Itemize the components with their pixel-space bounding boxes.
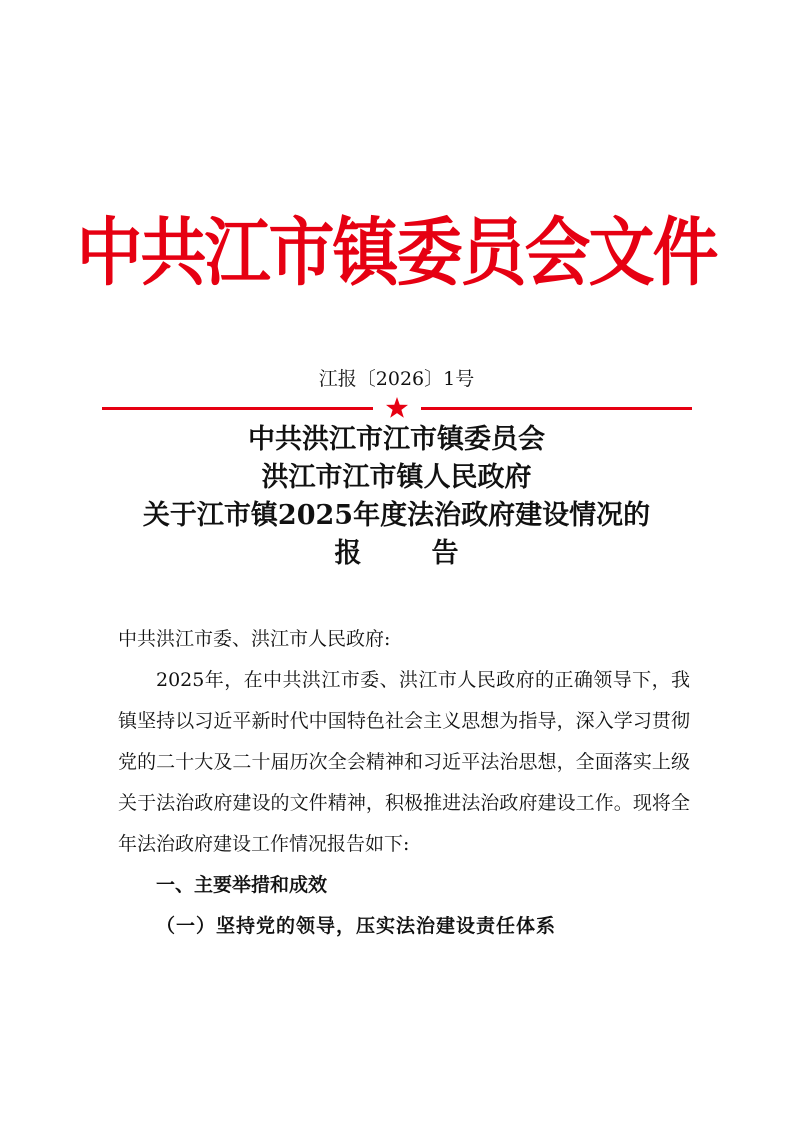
divider-rule-left [102, 407, 373, 410]
red-divider [102, 396, 692, 424]
title-line-2: 洪江市江市镇人民政府 [261, 462, 532, 493]
paragraph-intro: 2025年，在中共洪江市委、洪江市人民政府的正确领导下，我镇坚持以习近平新时代中国特色社会主义思想为指导，深入学习贯彻党的二十大及二十届历次全会精神和习近平法治思想，全面落实上级关于法治政府建设的文件精神，积极推进法治政府建设工作。现将全年法治政府建设工作情况报告如下: [118, 669, 690, 855]
section-heading-1: 一、主要举措和成效 [156, 874, 328, 896]
document-number: 江报〔2026〕1号 [318, 368, 475, 390]
document-masthead: 中共江市镇委员会文件 [76, 208, 717, 296]
title-line-4-part-1: 报 [334, 538, 362, 569]
title-line-4 [0, 535, 793, 573]
divider-rule-right [421, 407, 692, 410]
title-line-1: 中共洪江市江市镇委员会 [248, 424, 545, 455]
star-icon [385, 396, 409, 420]
report-title [0, 421, 793, 573]
report-body [118, 619, 690, 947]
title-line-4-part-2: 告 [431, 538, 459, 569]
subsection-heading-1: （一）坚持党的领导，压实法治建设责任体系 [156, 915, 557, 937]
title-line-3: 关于江市镇2025年度法治政府建设情况的 [142, 500, 651, 531]
salutation: 中共洪江市委、洪江市人民政府: [118, 628, 391, 650]
